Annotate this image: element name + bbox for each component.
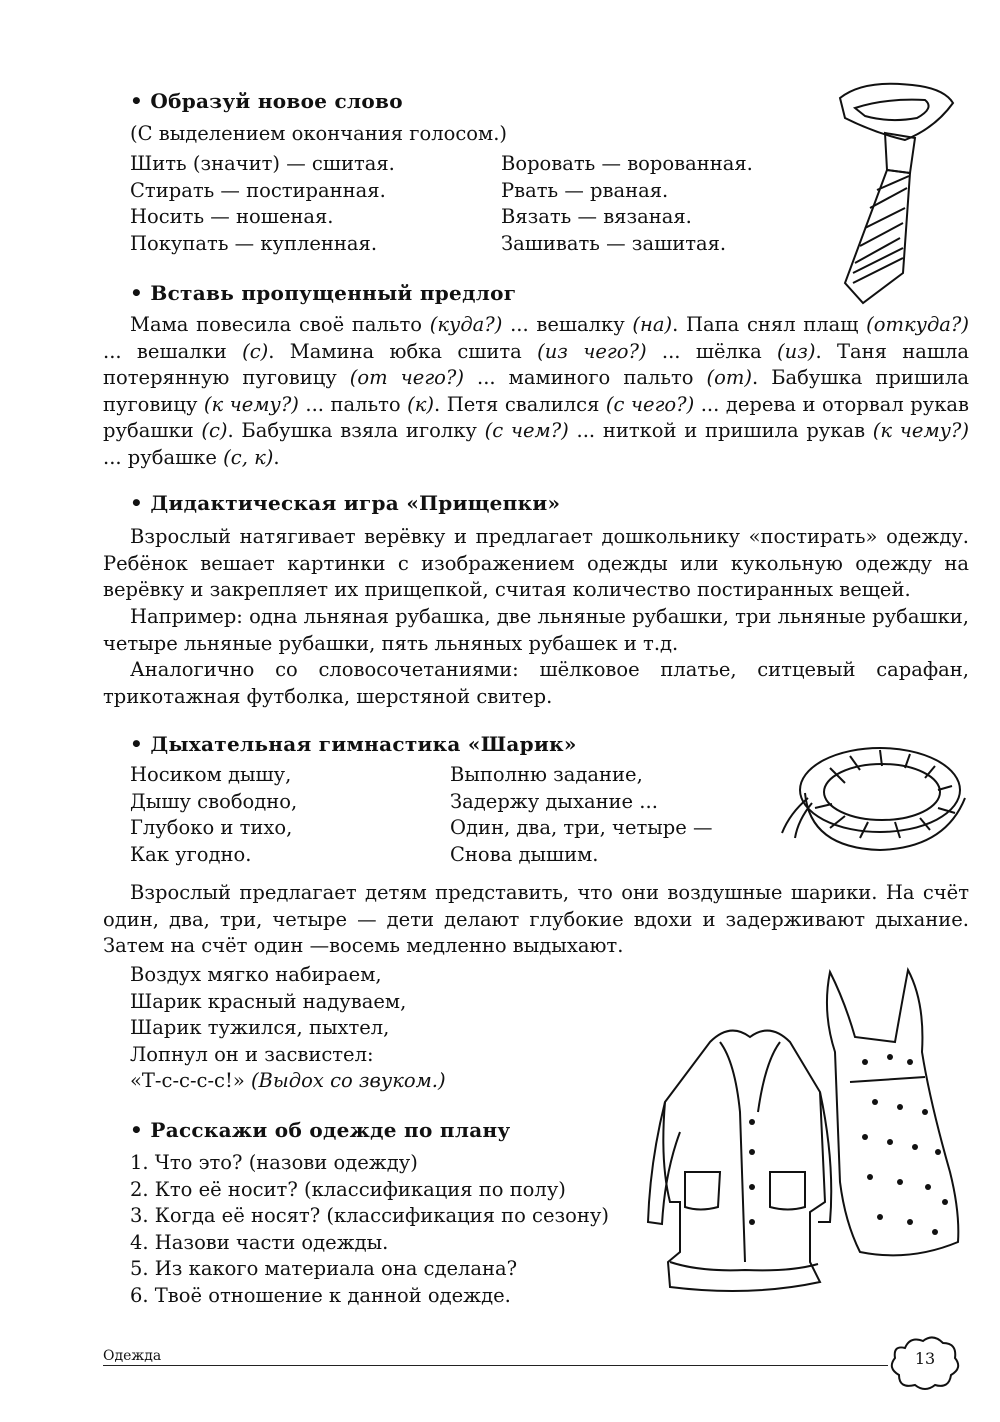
- paragraph-text: . Бабушка пришила пуговицу: [103, 366, 969, 416]
- list-item: Рвать — рваная.: [501, 178, 669, 202]
- list-item: 3. Когда её носят? (классификация по сезону): [130, 1204, 609, 1228]
- list-item: 4. Назови части одежды.: [130, 1230, 389, 1254]
- list-item: Шить (значит) — сшитая.: [130, 152, 395, 175]
- answer-hint: (от чего?): [349, 366, 464, 390]
- section-note: (С выделением окончания голосом.): [130, 122, 507, 145]
- section-title-plan: • Расскажи об одежде по плану: [130, 1118, 511, 1142]
- poem-line: Носиком дышу,: [130, 763, 292, 786]
- poem-line: [130, 1068, 446, 1095]
- paragraph-text: . Папа снял плащ: [672, 313, 867, 336]
- poem-line: Шарик тужился, пыхтел,: [130, 1016, 390, 1040]
- poem-line: Дышу свободно,: [130, 789, 298, 813]
- poem-left: [130, 762, 297, 868]
- paragraph-text: ... дерева и оторвал рукав рубашки: [103, 392, 969, 443]
- list-item: Вязать — вязаная.: [501, 205, 692, 229]
- balloon-poem: [130, 962, 446, 1095]
- paragraph-text: Аналогично со словосочетаниями: шёлковое платье, ситцевый сарафан, трикотажная футболка, шерстяной свитер.: [103, 658, 969, 708]
- paragraph-text: Взрослый предлагает детям представить, что они воздушные шарики. На счёт один, два, три, четыре — дети делают глубокие вдохи и задерживают дыхание. Затем на счёт один —восемь медленно выдыхают.: [103, 881, 969, 958]
- word-list-left: [130, 151, 395, 257]
- paragraph-text: Взрослый натягивает верёвку и предлагает дошкольнику «постирать» одежду. Ребёнок вешает картинки с изображением одежды или кукольную одежду на верёвку и закрепляет их прищепкой, считая количество постиранных вещей.: [103, 525, 969, 602]
- poem-line: Один, два, три, четыре —: [450, 816, 713, 840]
- answer-hint: (с): [201, 419, 228, 443]
- answer-hint: (к чему?): [203, 392, 299, 416]
- poem-line: Шарик красный надуваем,: [130, 989, 407, 1013]
- answer-hint: (с чего?): [605, 392, 695, 416]
- game-paragraph-1: [103, 524, 969, 604]
- answer-hint: (из): [777, 339, 816, 363]
- poem-note: (Выдох со звуком.): [250, 1069, 446, 1093]
- list-item: Носить — ношеная.: [130, 205, 334, 229]
- list-item: 2. Кто её носит? (классификация по полу): [130, 1177, 566, 1201]
- list-item: 5. Из какого материала она сделана?: [130, 1257, 518, 1281]
- word-list-right: [501, 151, 753, 257]
- poem-line: Глубоко и тихо,: [130, 816, 293, 840]
- bonnet-illustration: [770, 738, 980, 858]
- poem-line: Как угодно.: [130, 842, 252, 866]
- answer-hint: (на): [632, 313, 673, 336]
- answer-hint: (с): [242, 339, 269, 363]
- answer-hint: (от): [706, 366, 752, 390]
- section-title-game: • Дидактическая игра «Прищепки»: [130, 491, 560, 515]
- list-item: 1. Что это? (назови одежду): [130, 1151, 418, 1174]
- game-paragraph-2: [103, 604, 969, 657]
- answer-hint: (откуда?): [866, 313, 969, 336]
- paragraph-text: ... вешалки: [103, 339, 243, 363]
- answer-hint: (из чего?): [537, 339, 647, 363]
- answer-hint: (с, к): [223, 445, 274, 469]
- answer-hint: (куда?): [429, 313, 503, 336]
- poem-line: Лопнул он и засвистел:: [130, 1042, 374, 1066]
- poem-right: [450, 762, 713, 868]
- paragraph-text: . Мамина юбка сшита: [268, 339, 538, 363]
- section-title-new-word: • Образуй новое слово: [130, 89, 403, 113]
- paragraph-text: Мама повесила своё пальто: [130, 313, 430, 336]
- paragraph-text: . Петя свалился: [434, 392, 606, 416]
- paragraph-text: ... шёлка: [646, 339, 778, 363]
- section-title-preposition: • Вставь пропущенный предлог: [130, 281, 516, 305]
- coat-dress-illustration: [640, 962, 970, 1302]
- plan-list: [130, 1150, 609, 1310]
- paragraph-text: ... ниткой и пришила рукав: [568, 419, 873, 443]
- answer-hint: (к): [407, 392, 435, 416]
- poem-line: Задержу дыхание ...: [450, 789, 658, 813]
- answer-hint: (к чему?): [872, 419, 969, 443]
- game-paragraph-3: [103, 657, 969, 710]
- poem-line: Воздух мягко набираем,: [130, 963, 382, 986]
- tie-illustration: [825, 78, 975, 308]
- poem-line: Снова дышим.: [450, 842, 599, 866]
- page-number: 13: [914, 1349, 936, 1368]
- paragraph-text: ... маминого пальто: [463, 366, 707, 390]
- footer-divider: [103, 1365, 888, 1366]
- poem-exclamation: «Т-с-с-с-с!»: [130, 1069, 245, 1093]
- list-item: Стирать — постиранная.: [130, 178, 386, 202]
- footer-section-label: Одежда: [103, 1348, 162, 1364]
- answer-hint: (с чем?): [484, 419, 569, 443]
- paragraph-text: ... пальто: [298, 392, 408, 416]
- paragraph-text: . Таня нашла потерянную пуговицу: [103, 339, 969, 390]
- paragraph-text: Например: одна льняная рубашка, две льняные рубашки, три льняные рубашки, четыре льняные рубашки, пять льняных рубашек и т.д.: [103, 605, 969, 655]
- list-item: 6. Твоё отношение к данной одежде.: [130, 1283, 511, 1307]
- breathing-paragraph: [103, 880, 969, 960]
- list-item: Воровать — ворованная.: [501, 152, 753, 175]
- list-item: Покупать — купленная.: [130, 231, 378, 255]
- paragraph-text: ... вешалку: [502, 313, 633, 336]
- preposition-paragraph: [103, 312, 969, 472]
- list-item: Зашивать — зашитая.: [501, 231, 727, 255]
- paragraph-text: ... рубашке: [103, 445, 224, 469]
- paragraph-text: .: [273, 445, 280, 469]
- poem-line: Выполню задание,: [450, 763, 643, 786]
- paragraph-text: . Бабушка взяла иголку: [227, 419, 485, 443]
- section-title-breathing: • Дыхательная гимнастика «Шарик»: [130, 732, 577, 756]
